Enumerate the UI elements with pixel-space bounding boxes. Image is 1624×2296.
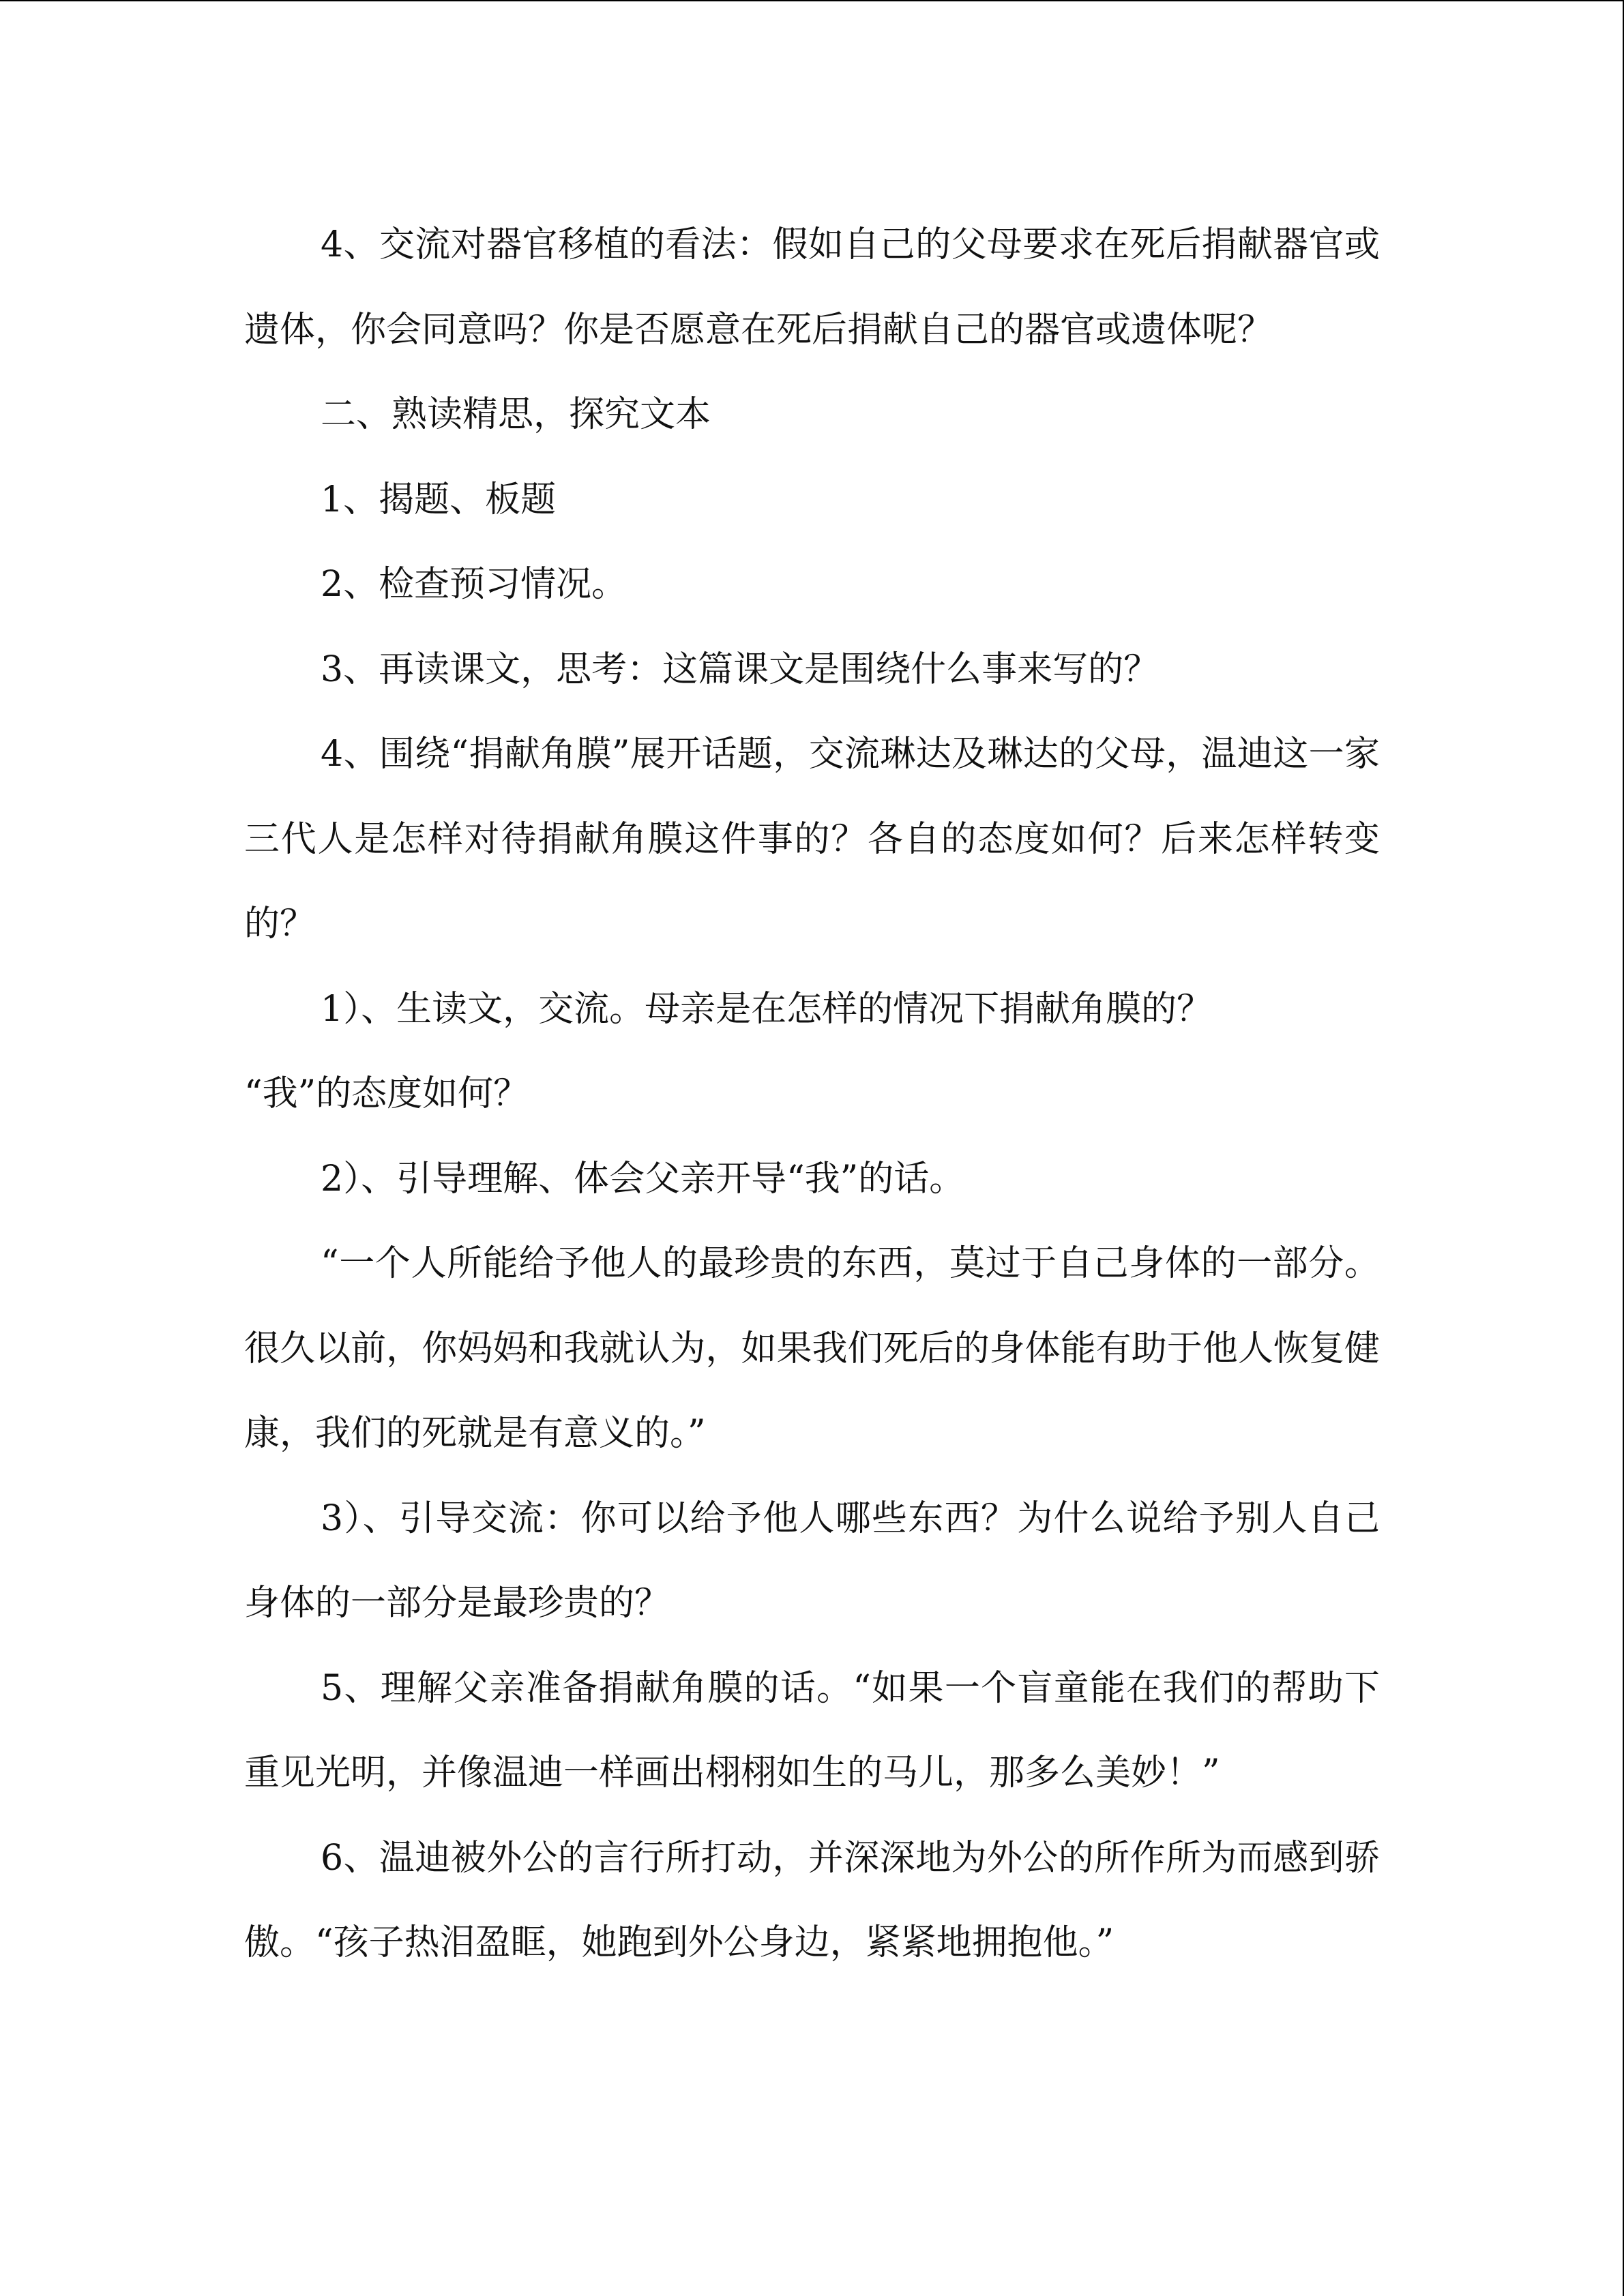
paragraph-father-words: 2）、引导理解、体会父亲开导“我”的话。 (321, 1158, 965, 1199)
section-heading-close-reading: 二、熟读精思，探究文本 (321, 394, 711, 435)
paragraph-reread-text: 3、再读课文，思考：这篇课文是围绕什么事来写的？ (321, 648, 1160, 690)
paragraph-reveal-title: 1、揭题、板题 (321, 479, 557, 520)
paragraph-wendy-moved: 6、温迪被外公的言行所打动，并深深地为外公的所作所为而感到骄傲。“孩子热泪盈眶，她跑到外公身边，紧紧地拥抱他。” (244, 1837, 1380, 1963)
paragraph-father-quote: “一个人所能给予他人的最珍贵的东西，莫过于自己身体的一部分。很久以前，你妈妈和我就认为，如果我们死后的身体能有助于他人恢复健康，我们的死就是有意义的。” (244, 1243, 1380, 1454)
paragraph-guide-discussion: 3）、引导交流：你可以给予他人哪些东西？为什么说给予别人自己身体的一部分是最珍贵的？ (244, 1497, 1380, 1624)
paragraph-my-attitude: “我”的态度如何？ (244, 1073, 529, 1114)
paragraph-check-preview: 2、检查预习情况。 (321, 564, 628, 605)
paragraph-donate-cornea-topic: 4、围绕“捐献角膜”展开话题，交流琳达及琳达的父母，温迪这一家三代人是怎样对待捐献角膜这件事的？各自的态度如何？后来怎样转变的？ (244, 734, 1380, 944)
paragraph-student-reading: 1）、生读文，交流。母亲是在怎样的情况下捐献角膜的？ (321, 988, 1213, 1030)
paragraph-father-cornea-quote: 5、理解父亲准备捐献角膜的话。“如果一个盲童能在我们的帮助下重见光明，并像温迪一样画出栩栩如生的马儿，那多么美妙！” (244, 1667, 1380, 1793)
paragraph-organ-transplant-question: 4、交流对器官移植的看法：假如自己的父母要求在死后捐献器官或遗体，你会同意吗？你是否愿意在死后捐献自己的器官或遗体呢？ (244, 224, 1380, 351)
document-body (244, 203, 1380, 1986)
